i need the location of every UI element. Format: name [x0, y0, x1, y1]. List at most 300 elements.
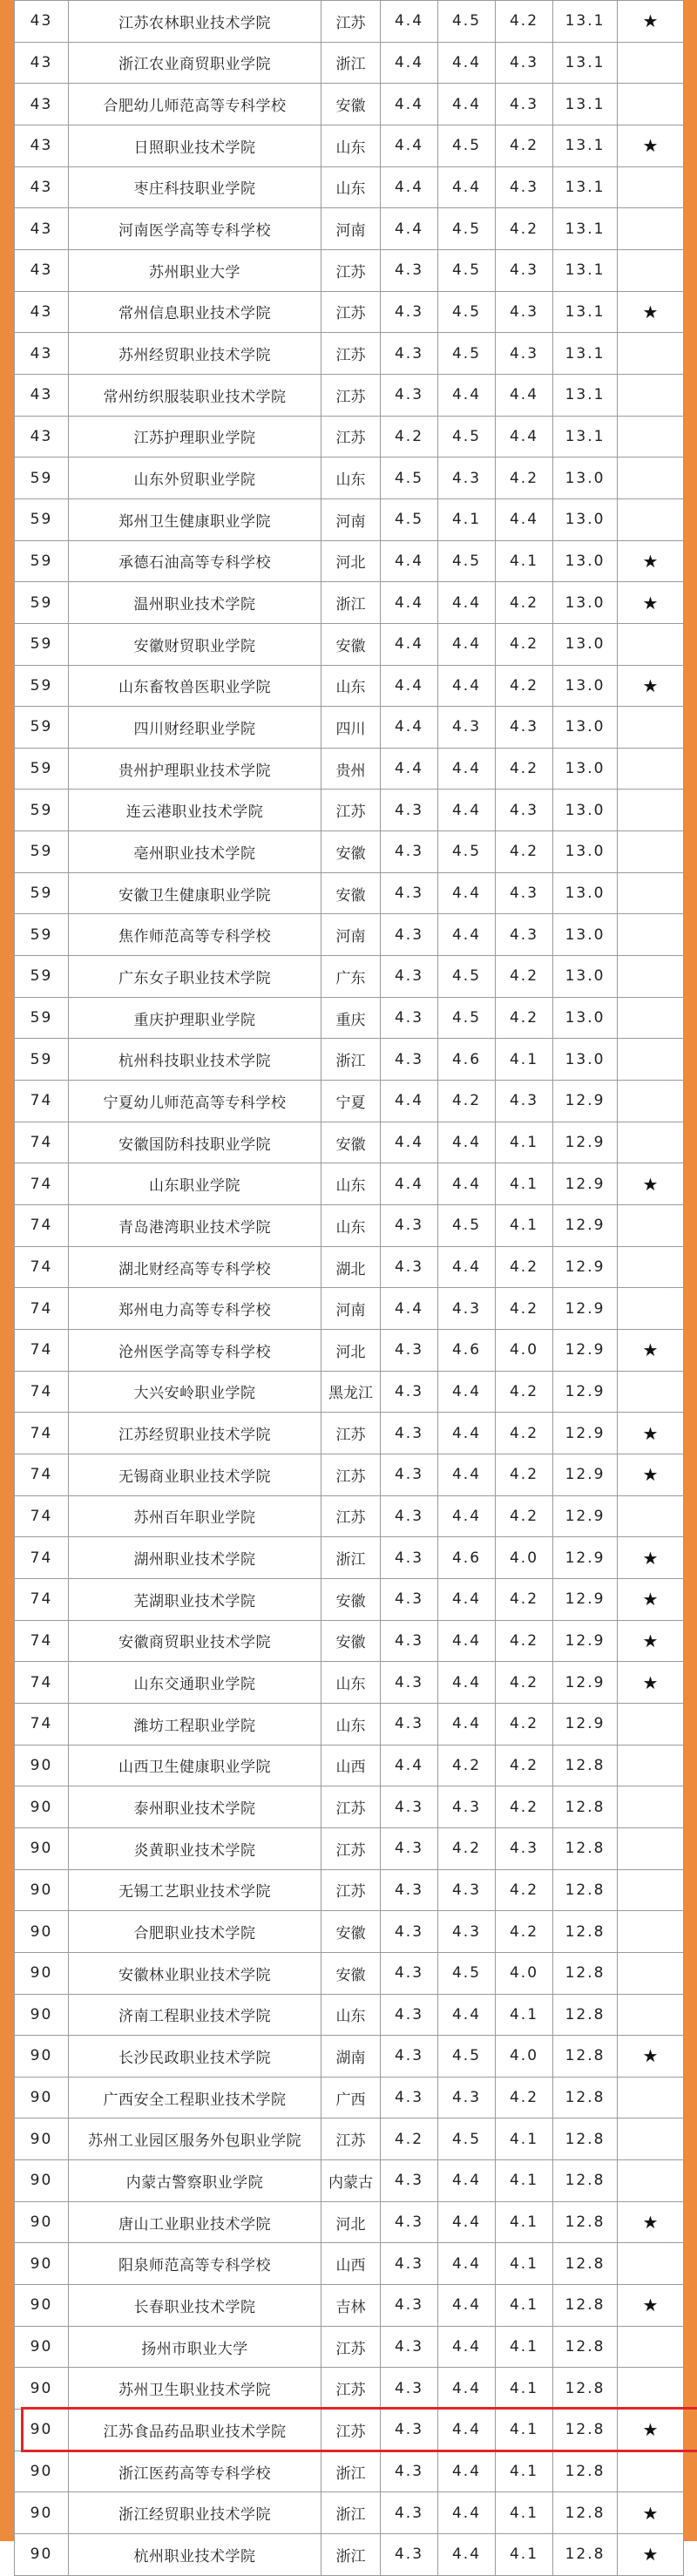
score-2-cell: 4.5 [438, 125, 496, 166]
score-3-cell: 4.1 [496, 2160, 553, 2202]
total-score-cell: 12.8 [553, 1827, 618, 1869]
college-name-cell: 芜湖职业技术学院 [69, 1578, 321, 1620]
score-2-cell: 4.5 [438, 540, 496, 582]
province-cell: 江苏 [321, 2326, 381, 2368]
rank-cell: 90 [15, 2368, 69, 2410]
score-1-cell: 4.3 [381, 1620, 438, 1662]
province-cell: 河北 [321, 2201, 381, 2243]
score-2-cell: 4.6 [438, 1330, 496, 1372]
score-3-cell: 4.3 [496, 291, 553, 333]
score-3-cell: 4.2 [496, 1, 553, 43]
score-2-cell: 4.4 [438, 42, 496, 84]
table-row [15, 2492, 684, 2534]
total-score-cell: 12.9 [553, 1371, 618, 1413]
score-1-cell: 4.3 [381, 1246, 438, 1288]
star-mark-cell [618, 1745, 684, 1786]
score-3-cell: 4.1 [496, 2201, 553, 2243]
college-name-cell: 合肥幼儿师范高等专科学校 [69, 84, 321, 125]
score-1-cell: 4.3 [381, 790, 438, 831]
province-cell: 安徽 [321, 1952, 381, 1994]
province-cell: 浙江 [321, 582, 381, 624]
province-cell: 浙江 [321, 2492, 381, 2534]
star-mark-cell [618, 2160, 684, 2202]
total-score-cell: 13.0 [553, 790, 618, 831]
total-score-cell: 12.8 [553, 2118, 618, 2160]
total-score-cell: 12.8 [553, 2036, 618, 2078]
score-1-cell: 4.3 [381, 2326, 438, 2368]
table-row [15, 1288, 684, 1330]
total-score-cell: 12.9 [553, 1703, 618, 1745]
college-name-cell: 无锡商业职业技术学院 [69, 1454, 321, 1495]
score-1-cell: 4.3 [381, 1786, 438, 1828]
score-1-cell: 4.4 [381, 623, 438, 665]
star-mark-cell [618, 707, 684, 749]
college-name-cell: 焦作师范高等专科学校 [69, 914, 321, 956]
total-score-cell: 13.0 [553, 540, 618, 582]
province-cell: 山东 [321, 1662, 381, 1704]
rank-cell: 43 [15, 125, 69, 166]
table-row [15, 1911, 684, 1953]
star-mark-cell: ★ [618, 125, 684, 166]
star-mark-cell: ★ [618, 2285, 684, 2327]
score-1-cell: 4.4 [381, 1, 438, 43]
score-2-cell: 4.4 [438, 2410, 496, 2451]
table-row [15, 1786, 684, 1828]
score-2-cell: 4.3 [438, 2077, 496, 2118]
score-3-cell: 4.1 [496, 2410, 553, 2451]
score-1-cell: 4.4 [381, 125, 438, 166]
table-row [15, 208, 684, 250]
province-cell: 山东 [321, 1994, 381, 2036]
score-3-cell: 4.2 [496, 1869, 553, 1911]
score-3-cell: 4.2 [496, 665, 553, 707]
table-row [15, 458, 684, 499]
rank-cell: 59 [15, 790, 69, 831]
table-row [15, 1413, 684, 1454]
score-1-cell: 4.4 [381, 42, 438, 84]
total-score-cell: 12.8 [553, 2201, 618, 2243]
college-name-cell: 长沙民政职业技术学院 [69, 2036, 321, 2078]
score-1-cell: 4.3 [381, 1495, 438, 1537]
college-name-cell: 沧州医学高等专科学校 [69, 1330, 321, 1372]
rank-cell: 59 [15, 914, 69, 956]
rank-cell: 59 [15, 872, 69, 914]
score-3-cell: 4.2 [496, 1246, 553, 1288]
province-cell: 山东 [321, 166, 381, 208]
college-name-cell: 安徽林业职业技术学院 [69, 1952, 321, 1994]
total-score-cell: 13.0 [553, 1039, 618, 1081]
province-cell: 河南 [321, 498, 381, 540]
star-mark-cell [618, 623, 684, 665]
province-cell: 河北 [321, 1330, 381, 1372]
total-score-cell: 12.8 [553, 2326, 618, 2368]
score-2-cell: 4.4 [438, 1994, 496, 2036]
score-3-cell: 4.0 [496, 1537, 553, 1579]
rank-cell: 74 [15, 1122, 69, 1163]
score-3-cell: 4.2 [496, 1620, 553, 1662]
college-name-cell: 苏州卫生职业技术学院 [69, 2368, 321, 2410]
score-2-cell: 4.2 [438, 1745, 496, 1786]
total-score-cell: 12.9 [553, 1537, 618, 1579]
total-score-cell: 12.8 [553, 2285, 618, 2327]
rank-cell: 59 [15, 498, 69, 540]
college-name-cell: 炎黄职业技术学院 [69, 1827, 321, 1869]
rank-cell: 43 [15, 84, 69, 125]
college-name-cell: 阳泉师范高等专科学校 [69, 2243, 321, 2285]
score-2-cell: 4.4 [438, 2534, 496, 2576]
star-mark-cell [618, 1081, 684, 1122]
star-mark-cell: ★ [618, 1578, 684, 1620]
star-mark-cell [618, 1246, 684, 1288]
college-name-cell: 苏州工业园区服务外包职业学院 [69, 2118, 321, 2160]
score-3-cell: 4.2 [496, 1454, 553, 1495]
rank-cell: 43 [15, 42, 69, 84]
star-mark-cell [618, 498, 684, 540]
score-1-cell: 4.4 [381, 84, 438, 125]
score-2-cell: 4.4 [438, 1495, 496, 1537]
score-2-cell: 4.3 [438, 1911, 496, 1953]
college-name-cell: 内蒙古警察职业学院 [69, 2160, 321, 2202]
table-row [15, 1205, 684, 1247]
score-2-cell: 4.3 [438, 707, 496, 749]
total-score-cell: 13.0 [553, 748, 618, 790]
score-3-cell: 4.3 [496, 333, 553, 375]
score-2-cell: 4.4 [438, 2451, 496, 2492]
college-name-cell: 合肥职业技术学院 [69, 1911, 321, 1953]
table-row [15, 1745, 684, 1786]
province-cell: 安徽 [321, 872, 381, 914]
score-3-cell: 4.1 [496, 540, 553, 582]
college-name-cell: 安徽财贸职业学院 [69, 623, 321, 665]
college-name-cell: 河南医学高等专科学校 [69, 208, 321, 250]
college-name-cell: 贵州护理职业技术学院 [69, 748, 321, 790]
college-name-cell: 枣庄科技职业学院 [69, 166, 321, 208]
rank-cell: 90 [15, 1952, 69, 1994]
table-row [15, 374, 684, 416]
star-mark-cell: ★ [618, 1163, 684, 1205]
score-3-cell: 4.1 [496, 2285, 553, 2327]
star-mark-cell [618, 1911, 684, 1953]
score-2-cell: 4.5 [438, 416, 496, 458]
province-cell: 河南 [321, 208, 381, 250]
score-3-cell: 4.2 [496, 1288, 553, 1330]
score-1-cell: 4.3 [381, 249, 438, 291]
province-cell: 湖北 [321, 1246, 381, 1288]
star-mark-cell [618, 831, 684, 873]
college-name-cell: 山东交通职业学院 [69, 1662, 321, 1704]
rank-cell: 59 [15, 831, 69, 873]
province-cell: 江苏 [321, 2410, 381, 2451]
total-score-cell: 12.8 [553, 2534, 618, 2576]
score-2-cell: 4.4 [438, 582, 496, 624]
rank-cell: 74 [15, 1454, 69, 1495]
score-1-cell: 4.3 [381, 2160, 438, 2202]
total-score-cell: 12.8 [553, 1786, 618, 1828]
score-2-cell: 4.6 [438, 1537, 496, 1579]
score-3-cell: 4.3 [496, 84, 553, 125]
table-row [15, 125, 684, 166]
table-row [15, 956, 684, 998]
table-row [15, 498, 684, 540]
star-mark-cell [618, 2243, 684, 2285]
score-2-cell: 4.5 [438, 1952, 496, 1994]
score-2-cell: 4.4 [438, 2492, 496, 2534]
score-2-cell: 4.5 [438, 2118, 496, 2160]
college-name-cell: 日照职业技术学院 [69, 125, 321, 166]
rank-cell: 74 [15, 1330, 69, 1372]
province-cell: 江苏 [321, 1869, 381, 1911]
star-mark-cell [618, 2451, 684, 2492]
college-name-cell: 安徽国防科技职业学院 [69, 1122, 321, 1163]
star-mark-cell: ★ [618, 540, 684, 582]
score-3-cell: 4.2 [496, 208, 553, 250]
table-row [15, 1703, 684, 1745]
rank-cell: 90 [15, 2077, 69, 2118]
score-3-cell: 4.0 [496, 2036, 553, 2078]
province-cell: 江苏 [321, 790, 381, 831]
total-score-cell: 13.0 [553, 956, 618, 998]
college-name-cell: 江苏经贸职业技术学院 [69, 1413, 321, 1454]
score-2-cell: 4.4 [438, 2160, 496, 2202]
province-cell: 广东 [321, 956, 381, 998]
star-mark-cell [618, 1952, 684, 1994]
score-2-cell: 4.1 [438, 498, 496, 540]
star-mark-cell: ★ [618, 582, 684, 624]
rank-cell: 59 [15, 707, 69, 749]
province-cell: 江苏 [321, 333, 381, 375]
college-name-cell: 承德石油高等专科学校 [69, 540, 321, 582]
college-name-cell: 江苏农林职业技术学院 [69, 1, 321, 43]
score-1-cell: 4.4 [381, 665, 438, 707]
score-3-cell: 4.2 [496, 1911, 553, 1953]
score-3-cell: 4.3 [496, 42, 553, 84]
province-cell: 浙江 [321, 2451, 381, 2492]
table-row [15, 2534, 684, 2576]
province-cell: 广西 [321, 2077, 381, 2118]
score-3-cell: 4.1 [496, 2368, 553, 2410]
province-cell: 山西 [321, 2243, 381, 2285]
table-row [15, 1578, 684, 1620]
score-3-cell: 4.1 [496, 1205, 553, 1247]
table-row [15, 2285, 684, 2327]
score-1-cell: 4.3 [381, 2368, 438, 2410]
score-3-cell: 4.4 [496, 498, 553, 540]
province-cell: 江苏 [321, 1, 381, 43]
score-3-cell: 4.1 [496, 2451, 553, 2492]
score-2-cell: 4.4 [438, 1620, 496, 1662]
score-3-cell: 4.2 [496, 623, 553, 665]
province-cell: 浙江 [321, 1039, 381, 1081]
table-row [15, 333, 684, 375]
rank-cell: 59 [15, 997, 69, 1039]
province-cell: 江苏 [321, 1413, 381, 1454]
score-2-cell: 4.6 [438, 1039, 496, 1081]
score-3-cell: 4.1 [496, 1163, 553, 1205]
college-name-cell: 扬州市职业大学 [69, 2326, 321, 2368]
total-score-cell: 12.9 [553, 1662, 618, 1704]
score-2-cell: 4.4 [438, 2368, 496, 2410]
college-name-cell: 唐山工业职业技术学院 [69, 2201, 321, 2243]
province-cell: 山东 [321, 665, 381, 707]
star-mark-cell [618, 458, 684, 499]
province-cell: 湖南 [321, 2036, 381, 2078]
rank-cell: 43 [15, 208, 69, 250]
total-score-cell: 12.9 [553, 1578, 618, 1620]
score-1-cell: 4.3 [381, 2451, 438, 2492]
college-name-cell: 广西安全工程职业技术学院 [69, 2077, 321, 2118]
score-1-cell: 4.3 [381, 1537, 438, 1579]
score-1-cell: 4.3 [381, 333, 438, 375]
score-1-cell: 4.5 [381, 498, 438, 540]
total-score-cell: 12.8 [553, 1745, 618, 1786]
score-3-cell: 4.2 [496, 125, 553, 166]
province-cell: 四川 [321, 707, 381, 749]
score-2-cell: 4.4 [438, 872, 496, 914]
college-name-cell: 安徽商贸职业技术学院 [69, 1620, 321, 1662]
province-cell: 河北 [321, 540, 381, 582]
star-mark-cell: ★ [618, 1620, 684, 1662]
star-mark-cell: ★ [618, 2492, 684, 2534]
star-mark-cell [618, 1205, 684, 1247]
table-row [15, 2410, 684, 2451]
table-row [15, 540, 684, 582]
rank-cell: 43 [15, 333, 69, 375]
score-2-cell: 4.5 [438, 956, 496, 998]
score-1-cell: 4.3 [381, 1454, 438, 1495]
score-3-cell: 4.1 [496, 2243, 553, 2285]
score-3-cell: 4.1 [496, 1122, 553, 1163]
total-score-cell: 12.9 [553, 1246, 618, 1288]
star-mark-cell [618, 1827, 684, 1869]
score-3-cell: 4.2 [496, 2077, 553, 2118]
score-2-cell: 4.4 [438, 1122, 496, 1163]
total-score-cell: 13.1 [553, 125, 618, 166]
score-3-cell: 4.0 [496, 1330, 553, 1372]
rank-cell: 90 [15, 2534, 69, 2576]
rank-cell: 74 [15, 1246, 69, 1288]
rank-cell: 43 [15, 249, 69, 291]
table-row [15, 707, 684, 749]
total-score-cell: 13.0 [553, 623, 618, 665]
table-row [15, 2451, 684, 2492]
rank-cell: 59 [15, 458, 69, 499]
total-score-cell: 13.1 [553, 166, 618, 208]
province-cell: 重庆 [321, 997, 381, 1039]
score-2-cell: 4.4 [438, 166, 496, 208]
rank-cell: 74 [15, 1205, 69, 1247]
total-score-cell: 12.8 [553, 2492, 618, 2534]
score-2-cell: 4.5 [438, 997, 496, 1039]
score-3-cell: 4.1 [496, 2492, 553, 2534]
star-mark-cell [618, 84, 684, 125]
rank-cell: 74 [15, 1620, 69, 1662]
star-mark-cell: ★ [618, 1, 684, 43]
rank-cell: 74 [15, 1662, 69, 1704]
score-3-cell: 4.3 [496, 166, 553, 208]
score-1-cell: 4.3 [381, 1869, 438, 1911]
total-score-cell: 13.1 [553, 416, 618, 458]
star-mark-cell [618, 2368, 684, 2410]
province-cell: 山东 [321, 1163, 381, 1205]
score-1-cell: 4.3 [381, 2243, 438, 2285]
score-1-cell: 4.3 [381, 1330, 438, 1372]
rank-cell: 90 [15, 1869, 69, 1911]
table-row [15, 1537, 684, 1579]
score-3-cell: 4.2 [496, 1495, 553, 1537]
province-cell: 浙江 [321, 42, 381, 84]
score-3-cell: 4.3 [496, 1827, 553, 1869]
score-1-cell: 4.3 [381, 2534, 438, 2576]
province-cell: 贵州 [321, 748, 381, 790]
total-score-cell: 12.8 [553, 2077, 618, 2118]
star-mark-cell [618, 42, 684, 84]
rank-cell: 59 [15, 540, 69, 582]
star-mark-cell [618, 1786, 684, 1828]
table-row [15, 1994, 684, 2036]
star-mark-cell [618, 997, 684, 1039]
score-1-cell: 4.3 [381, 2201, 438, 2243]
total-score-cell: 13.1 [553, 1, 618, 43]
score-1-cell: 4.3 [381, 1911, 438, 1953]
score-2-cell: 4.3 [438, 1869, 496, 1911]
province-cell: 浙江 [321, 1537, 381, 1579]
score-3-cell: 4.2 [496, 1745, 553, 1786]
table-row [15, 1246, 684, 1288]
score-3-cell: 4.2 [496, 997, 553, 1039]
score-3-cell: 4.2 [496, 956, 553, 998]
score-1-cell: 4.3 [381, 2492, 438, 2534]
college-name-cell: 浙江医药高等专科学校 [69, 2451, 321, 2492]
rank-cell: 90 [15, 2243, 69, 2285]
total-score-cell: 13.0 [553, 582, 618, 624]
score-1-cell: 4.3 [381, 2036, 438, 2078]
table-row [15, 2201, 684, 2243]
table-row [15, 1039, 684, 1081]
college-name-cell: 山东职业学院 [69, 1163, 321, 1205]
rank-cell: 74 [15, 1703, 69, 1745]
score-3-cell: 4.3 [496, 790, 553, 831]
score-1-cell: 4.4 [381, 1745, 438, 1786]
ranking-sheet [14, 0, 683, 2566]
score-3-cell: 4.2 [496, 1662, 553, 1704]
total-score-cell: 13.1 [553, 291, 618, 333]
table-row [15, 249, 684, 291]
score-2-cell: 4.2 [438, 1081, 496, 1122]
score-3-cell: 4.1 [496, 1994, 553, 2036]
star-mark-cell [618, 1122, 684, 1163]
total-score-cell: 12.9 [553, 1454, 618, 1495]
score-1-cell: 4.3 [381, 2077, 438, 2118]
province-cell: 安徽 [321, 831, 381, 873]
score-3-cell: 4.4 [496, 416, 553, 458]
college-name-cell: 郑州卫生健康职业学院 [69, 498, 321, 540]
college-name-cell: 苏州百年职业学院 [69, 1495, 321, 1537]
score-3-cell: 4.1 [496, 2534, 553, 2576]
score-1-cell: 4.3 [381, 2410, 438, 2451]
star-mark-cell: ★ [618, 1537, 684, 1579]
table-row [15, 416, 684, 458]
score-1-cell: 4.4 [381, 748, 438, 790]
total-score-cell: 12.9 [553, 1205, 618, 1247]
province-cell: 河南 [321, 914, 381, 956]
star-mark-cell [618, 748, 684, 790]
score-2-cell: 4.4 [438, 1413, 496, 1454]
province-cell: 浙江 [321, 2534, 381, 2576]
score-2-cell: 4.5 [438, 1, 496, 43]
total-score-cell: 13.0 [553, 872, 618, 914]
table-row [15, 1952, 684, 1994]
score-2-cell: 4.4 [438, 665, 496, 707]
